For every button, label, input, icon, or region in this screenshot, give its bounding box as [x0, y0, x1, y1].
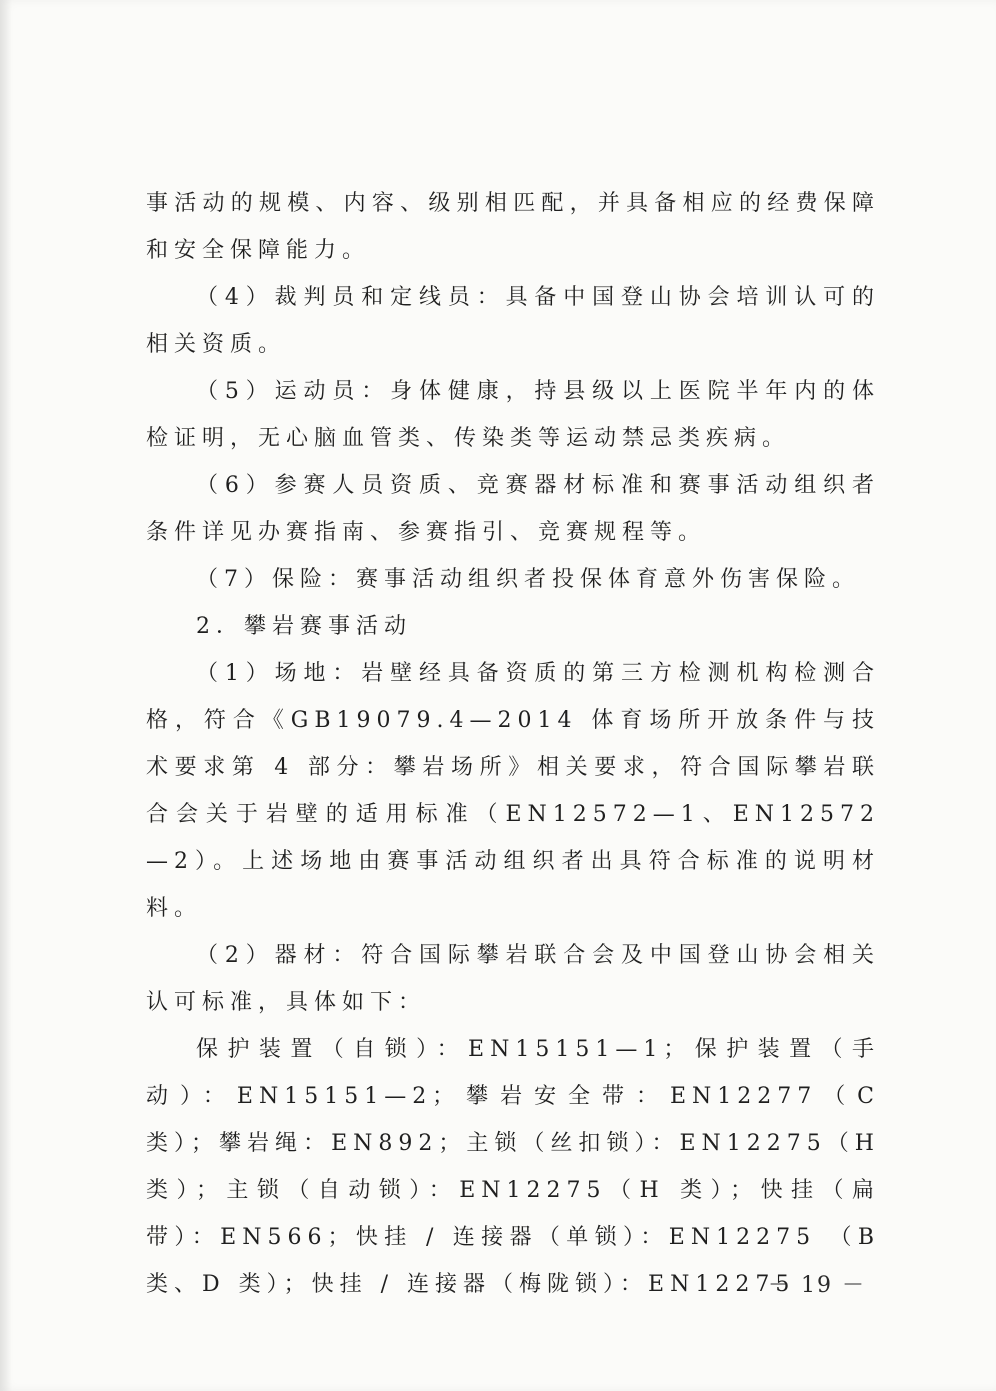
paragraph-referees: （4）裁判员和定线员：具备中国登山协会培训认可的相关资质。	[146, 285, 880, 357]
paragraph-equipment: （2）器材：符合国际攀岩联合会及中国登山协会相关认可标准，具体如下：	[146, 943, 880, 1015]
paragraph-continuation: 事活动的规模、内容、级别相匹配，并具备相应的经费保障和安全保障能力。	[146, 191, 880, 263]
section-heading-climbing: 2．攀岩赛事活动	[196, 614, 412, 639]
scan-shadow	[0, 0, 12, 1391]
body-text	[146, 180, 880, 1308]
paragraph-equipment-standards: 保护装置（自锁）：EN15151—1；保护装置（手动）：EN15151—2；攀岩安全带：EN12277（C 类）；攀岩绳：EN892；主锁（丝扣锁）：EN12275（H 类）；主锁（自动锁）：EN12275（H 类）；快挂（扁带）：EN566；快挂 / 连接器（单锁）：EN12275 （B 类、D 类）；快挂 / 连接器（梅陇锁）：EN12275	[146, 1037, 880, 1297]
paragraph-insurance: （7）保险：赛事活动组织者投保体育意外伤害保险。	[196, 567, 860, 592]
paragraph-athletes: （5）运动员：身体健康，持县级以上医院半年内的体检证明，无心脑血管类、传染类等运动禁忌类疾病。	[146, 379, 880, 451]
paragraph-guidelines: （6）参赛人员资质、竞赛器材标准和赛事活动组织者条件详见办赛指南、参赛指引、竞赛规程等。	[146, 473, 880, 545]
page-number: － 19 －	[768, 1273, 866, 1298]
paragraph-venue: （1）场地：岩壁经具备资质的第三方检测机构检测合格，符合《GB19079.4—2014 体育场所开放条件与技术要求第 4 部分：攀岩场所》相关要求，符合国际攀岩联合会关于岩壁的适用标准（EN12572—1、EN12572—2）。上述场地由赛事活动组织者出具符合标准的说明材料。	[146, 661, 880, 921]
